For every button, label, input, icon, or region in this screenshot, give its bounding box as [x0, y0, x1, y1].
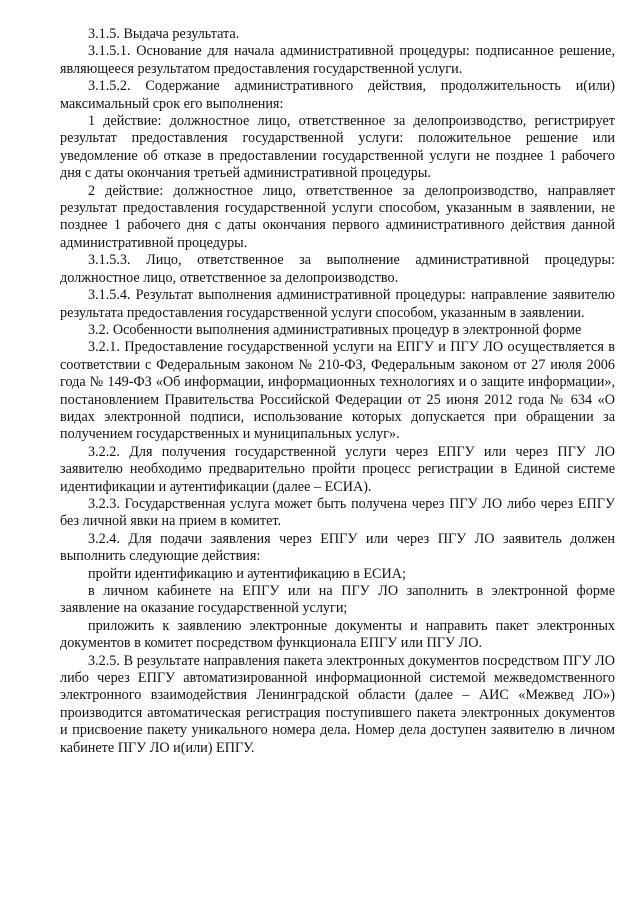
document-page [60, 26, 615, 757]
paragraph-3-2-1: 3.2.1. Предоставление государственной услуги на ЕПГУ и ПГУ ЛО осуществляется в соответствии с Федеральным законом № 210-ФЗ, Федеральным законом от 27 июля 2006 года № 149-ФЗ «Об информации, информационных технологиях и о защите информации», постановлением Правительства Российской Федерации от 25 июня 2012 года № 634 «О видах электронной подписи, использование которых допускается при обращении за получением государственных и муниципальных услуг». [60, 339, 615, 443]
paragraph-3-1-5-1: 3.1.5.1. Основание для начала административной процедуры: подписанное решение, являющееся результатом предоставления государственной услуги. [60, 43, 615, 77]
list-item-attach-documents: приложить к заявлению электронные документы и направить пакет электронных документов в комитет посредством функционала ЕПГУ или ПГУ ЛО. [60, 617, 615, 652]
paragraph-3-1-5-3: 3.1.5.3. Лицо, ответственное за выполнение административной процедуры: должностное лицо, ответственное за делопроизводство. [60, 252, 615, 286]
paragraph-3-1-5: 3.1.5. Выдача результата. [88, 26, 240, 42]
paragraph-action-2: 2 действие: должностное лицо, ответственное за делопроизводство, направляет результат предоставления государственной услуги способом, указанным в заявлении, не позднее 1 рабочего дня с даты окончания первого административного действия данной административной процедуры. [60, 182, 615, 251]
paragraph-3-1-5-2: 3.1.5.2. Содержание административного действия, продолжительность и(или) максимальный срок его выполнения: [60, 78, 615, 112]
list-item-identification: пройти идентификацию и аутентификацию в ЕСИА; [88, 565, 406, 582]
paragraph-3-2-4: 3.2.4. Для подачи заявления через ЕПГУ или через ПГУ ЛО заявитель должен выполнить следующие действия: [60, 530, 615, 565]
paragraph-3-2-3: 3.2.3. Государственная услуга может быть получена через ПГУ ЛО либо через ЕПГУ без личной явки на прием в комитет. [60, 495, 615, 530]
paragraph-3-1-5-4: 3.1.5.4. Результат выполнения административной процедуры: направление заявителю результата предоставления государственной услуги способом, указанным в заявлении. [60, 287, 615, 321]
paragraph-3-2-2: 3.2.2. Для получения государственной услуги через ЕПГУ или через ПГУ ЛО заявителю необходимо предварительно пройти процесс регистрации в Единой системе идентификации и аутентификации (далее – ЕСИА). [60, 443, 615, 495]
list-item-fill-form: в личном кабинете на ЕПГУ или на ПГУ ЛО заполнить в электронной форме заявление на оказание государственной услуги; [60, 583, 615, 617]
paragraph-3-2: 3.2. Особенности выполнения административных процедур в электронной форме [88, 321, 582, 338]
paragraph-3-2-5: 3.2.5. В результате направления пакета электронных документов посредством ПГУ ЛО либо через ЕПГУ автоматизированной информационной системой межведомственного электронного взаимодействия Ленинградской области (далее – АИС «Межвед ЛО») производится автоматическая регистрация поступившего пакета электронных документов и присвоение пакету уникального номера дела. Номер дела доступен заявителю в личном кабинете ПГУ ЛО и(или) ЕПГУ. [60, 652, 615, 756]
paragraph-action-1: 1 действие: должностное лицо, ответственное за делопроизводство, регистрирует результат предоставления государственной услуги: положительное решение или уведомление об отказе в предоставлении государственной услуги не позднее 1 рабочего дня с даты окончания третьей административной процедуры. [60, 113, 615, 182]
